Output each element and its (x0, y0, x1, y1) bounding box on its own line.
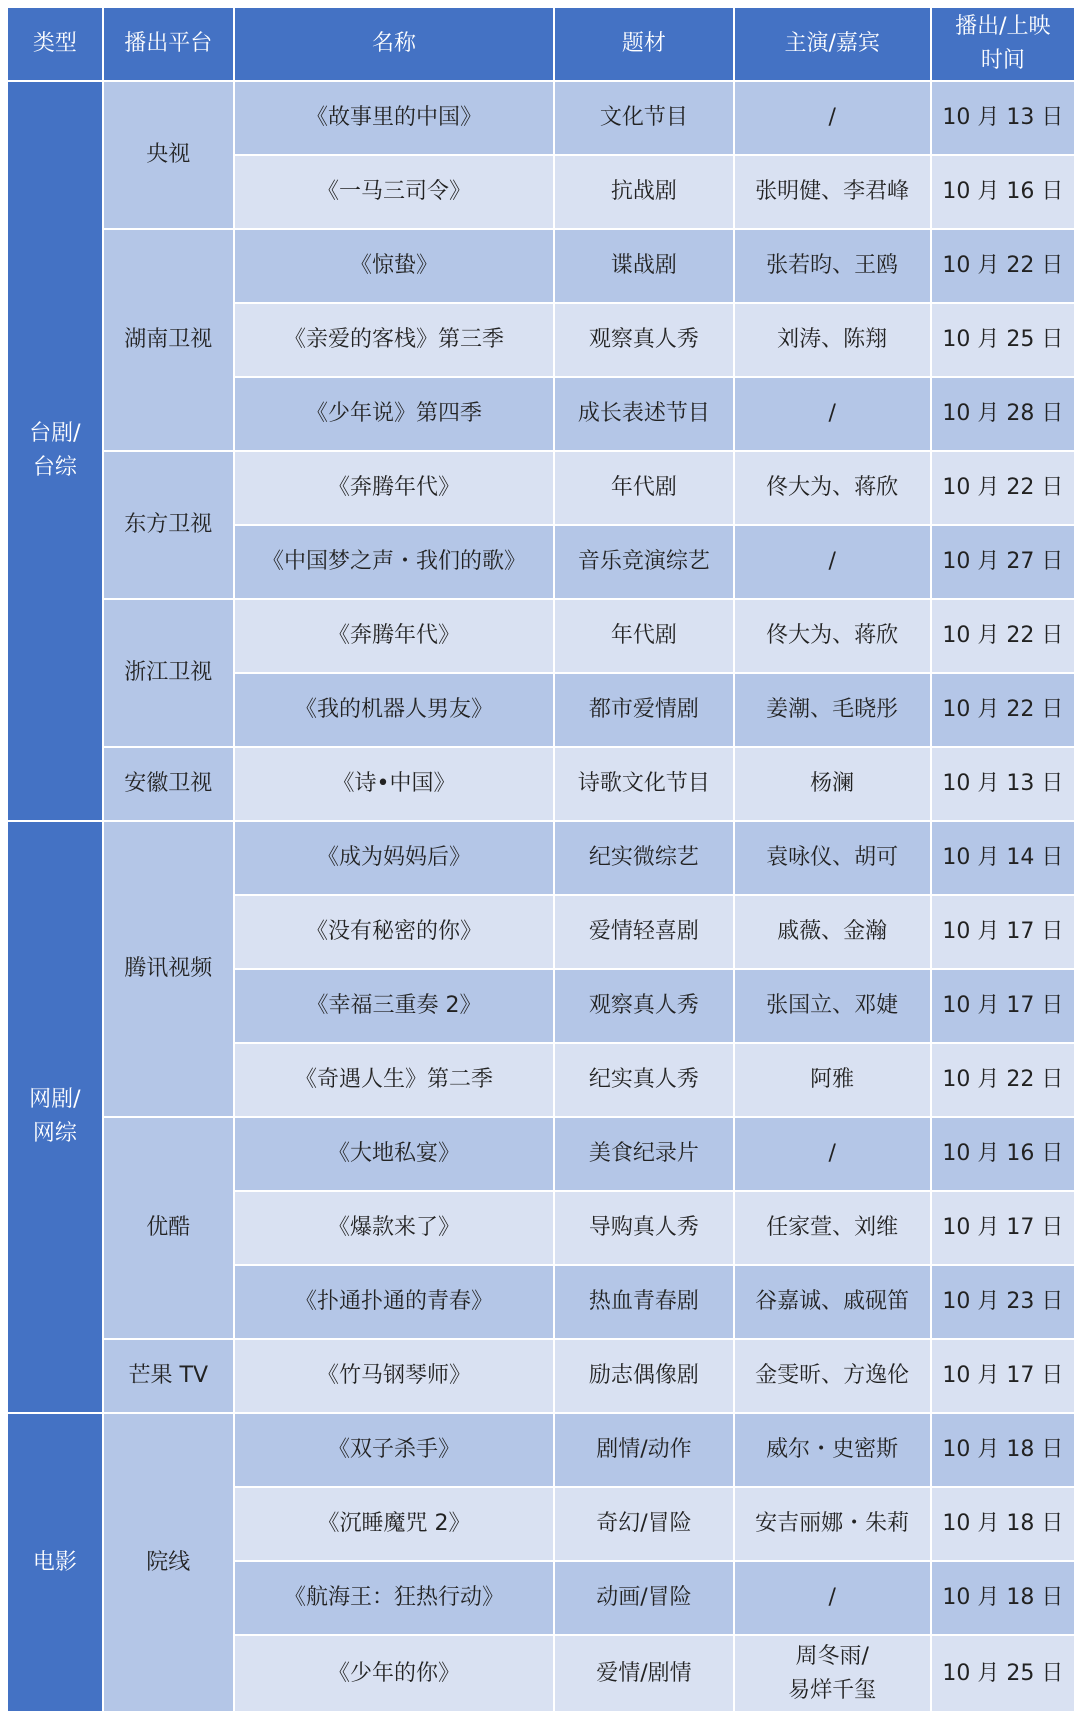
row-name: 《诗•中国》 (234, 747, 554, 821)
row-genre: 年代剧 (554, 599, 733, 673)
row-name: 《奇遇人生》第二季 (234, 1043, 554, 1117)
row-name: 《大地私宴》 (234, 1117, 554, 1191)
row-name: 《一马三司令》 (234, 155, 554, 229)
release-schedule-table (6, 6, 1076, 1713)
row-name: 《竹马钢琴师》 (234, 1339, 554, 1413)
row-date: 10 月 17 日 (931, 1339, 1075, 1413)
group-tv-line2: 台综 (32, 455, 77, 480)
row-genre: 诗歌文化节目 (554, 747, 733, 821)
row-name: 《幸福三重奏 2》 (234, 969, 554, 1043)
row-cast: 威尔・史密斯 (734, 1413, 931, 1487)
header-date-line1: 播出/上映 (955, 14, 1051, 39)
row-name: 《中国梦之声・我们的歌》 (234, 525, 554, 599)
row-genre: 年代剧 (554, 451, 733, 525)
table-row (7, 81, 1075, 155)
row-cast: 安吉丽娜・朱莉 (734, 1487, 931, 1561)
row-cast: / (734, 525, 931, 599)
table-row (7, 229, 1075, 303)
platform-zhejiang: 浙江卫视 (103, 599, 234, 747)
row-cast: 张国立、邓婕 (734, 969, 931, 1043)
row-date: 10 月 22 日 (931, 1043, 1075, 1117)
row-cast: 袁咏仪、胡可 (734, 821, 931, 895)
platform-hunan: 湖南卫视 (103, 229, 234, 451)
row-cast: 戚薇、金瀚 (734, 895, 931, 969)
row-cast-line1: 周冬雨/ (795, 1643, 869, 1669)
row-date: 10 月 17 日 (931, 1191, 1075, 1265)
platform-tencent: 腾讯视频 (103, 821, 234, 1117)
header-platform: 播出平台 (103, 7, 234, 81)
row-cast: 佟大为、蒋欣 (734, 451, 931, 525)
header-date-line2: 时间 (980, 48, 1025, 73)
table-row (7, 1339, 1075, 1413)
row-date: 10 月 27 日 (931, 525, 1075, 599)
row-genre: 音乐竞演综艺 (554, 525, 733, 599)
row-date: 10 月 18 日 (931, 1561, 1075, 1635)
table-row (7, 1117, 1075, 1191)
row-cast: / (734, 377, 931, 451)
row-cast: 阿雅 (734, 1043, 931, 1117)
platform-youku: 优酷 (103, 1117, 234, 1339)
row-name: 《奔腾年代》 (234, 599, 554, 673)
row-date: 10 月 17 日 (931, 969, 1075, 1043)
row-cast: 金雯昕、方逸伦 (734, 1339, 931, 1413)
row-date: 10 月 16 日 (931, 1117, 1075, 1191)
group-web-line1: 网剧/ (29, 1087, 81, 1112)
platform-cinema: 院线 (103, 1413, 234, 1712)
group-web-line2: 网综 (32, 1121, 77, 1146)
row-name: 《航海王：狂热行动》 (234, 1561, 554, 1635)
table-row (7, 1413, 1075, 1487)
row-genre: 谍战剧 (554, 229, 733, 303)
row-cast: 谷嘉诚、戚砚笛 (734, 1265, 931, 1339)
row-name: 《故事里的中国》 (234, 81, 554, 155)
row-date: 10 月 13 日 (931, 81, 1075, 155)
row-date: 10 月 17 日 (931, 895, 1075, 969)
row-cast: 张若昀、王鸥 (734, 229, 931, 303)
row-cast: / (734, 1561, 931, 1635)
row-genre: 奇幻/冒险 (554, 1487, 733, 1561)
row-genre: 抗战剧 (554, 155, 733, 229)
row-date: 10 月 23 日 (931, 1265, 1075, 1339)
row-genre: 剧情/动作 (554, 1413, 733, 1487)
row-cast: 姜潮、毛晓彤 (734, 673, 931, 747)
row-name: 《少年的你》 (234, 1635, 554, 1712)
platform-anhui: 安徽卫视 (103, 747, 234, 821)
row-name: 《成为妈妈后》 (234, 821, 554, 895)
row-genre: 美食纪录片 (554, 1117, 733, 1191)
row-cast: 佟大为、蒋欣 (734, 599, 931, 673)
platform-cctv: 央视 (103, 81, 234, 229)
group-film: 电影 (7, 1413, 103, 1712)
row-genre: 观察真人秀 (554, 303, 733, 377)
row-genre: 纪实微综艺 (554, 821, 733, 895)
header-genre: 题材 (554, 7, 733, 81)
row-cast: / (734, 1117, 931, 1191)
row-name: 《少年说》第四季 (234, 377, 554, 451)
row-name: 《双子杀手》 (234, 1413, 554, 1487)
row-genre: 动画/冒险 (554, 1561, 733, 1635)
row-name: 《爆款来了》 (234, 1191, 554, 1265)
group-web (7, 821, 103, 1413)
row-genre: 热血青春剧 (554, 1265, 733, 1339)
row-name: 《沉睡魔咒 2》 (234, 1487, 554, 1561)
header-type: 类型 (7, 7, 103, 81)
row-date: 10 月 16 日 (931, 155, 1075, 229)
row-cast: 张明健、李君峰 (734, 155, 931, 229)
row-date: 10 月 22 日 (931, 673, 1075, 747)
row-name: 《没有秘密的你》 (234, 895, 554, 969)
row-cast: / (734, 81, 931, 155)
row-name: 《惊蛰》 (234, 229, 554, 303)
row-genre: 导购真人秀 (554, 1191, 733, 1265)
row-date: 10 月 22 日 (931, 599, 1075, 673)
row-date: 10 月 22 日 (931, 451, 1075, 525)
table-row (7, 599, 1075, 673)
header-row (7, 7, 1075, 81)
group-tv (7, 81, 103, 821)
row-cast (734, 1635, 931, 1712)
row-genre: 爱情轻喜剧 (554, 895, 733, 969)
row-cast: 任家萱、刘维 (734, 1191, 931, 1265)
row-date: 10 月 25 日 (931, 303, 1075, 377)
row-cast: 杨澜 (734, 747, 931, 821)
table-row (7, 451, 1075, 525)
row-date: 10 月 13 日 (931, 747, 1075, 821)
table-row (7, 821, 1075, 895)
row-cast: 刘涛、陈翔 (734, 303, 931, 377)
row-name: 《扑通扑通的青春》 (234, 1265, 554, 1339)
row-date: 10 月 18 日 (931, 1487, 1075, 1561)
table-row (7, 747, 1075, 821)
platform-dongfang: 东方卫视 (103, 451, 234, 599)
row-name: 《我的机器人男友》 (234, 673, 554, 747)
row-genre: 观察真人秀 (554, 969, 733, 1043)
row-genre: 爱情/剧情 (554, 1635, 733, 1712)
group-tv-line1: 台剧/ (29, 421, 81, 446)
row-date: 10 月 25 日 (931, 1635, 1075, 1712)
header-cast: 主演/嘉宾 (734, 7, 931, 81)
row-name: 《奔腾年代》 (234, 451, 554, 525)
row-date: 10 月 14 日 (931, 821, 1075, 895)
row-genre: 都市爱情剧 (554, 673, 733, 747)
row-date: 10 月 18 日 (931, 1413, 1075, 1487)
row-date: 10 月 28 日 (931, 377, 1075, 451)
row-cast-line2: 易烊千玺 (788, 1677, 877, 1703)
row-genre: 励志偶像剧 (554, 1339, 733, 1413)
row-genre: 成长表述节目 (554, 377, 733, 451)
row-name: 《亲爱的客栈》第三季 (234, 303, 554, 377)
platform-mango: 芒果 TV (103, 1339, 234, 1413)
row-genre: 纪实真人秀 (554, 1043, 733, 1117)
header-date (931, 7, 1075, 81)
header-name: 名称 (234, 7, 554, 81)
row-genre: 文化节目 (554, 81, 733, 155)
row-date: 10 月 22 日 (931, 229, 1075, 303)
